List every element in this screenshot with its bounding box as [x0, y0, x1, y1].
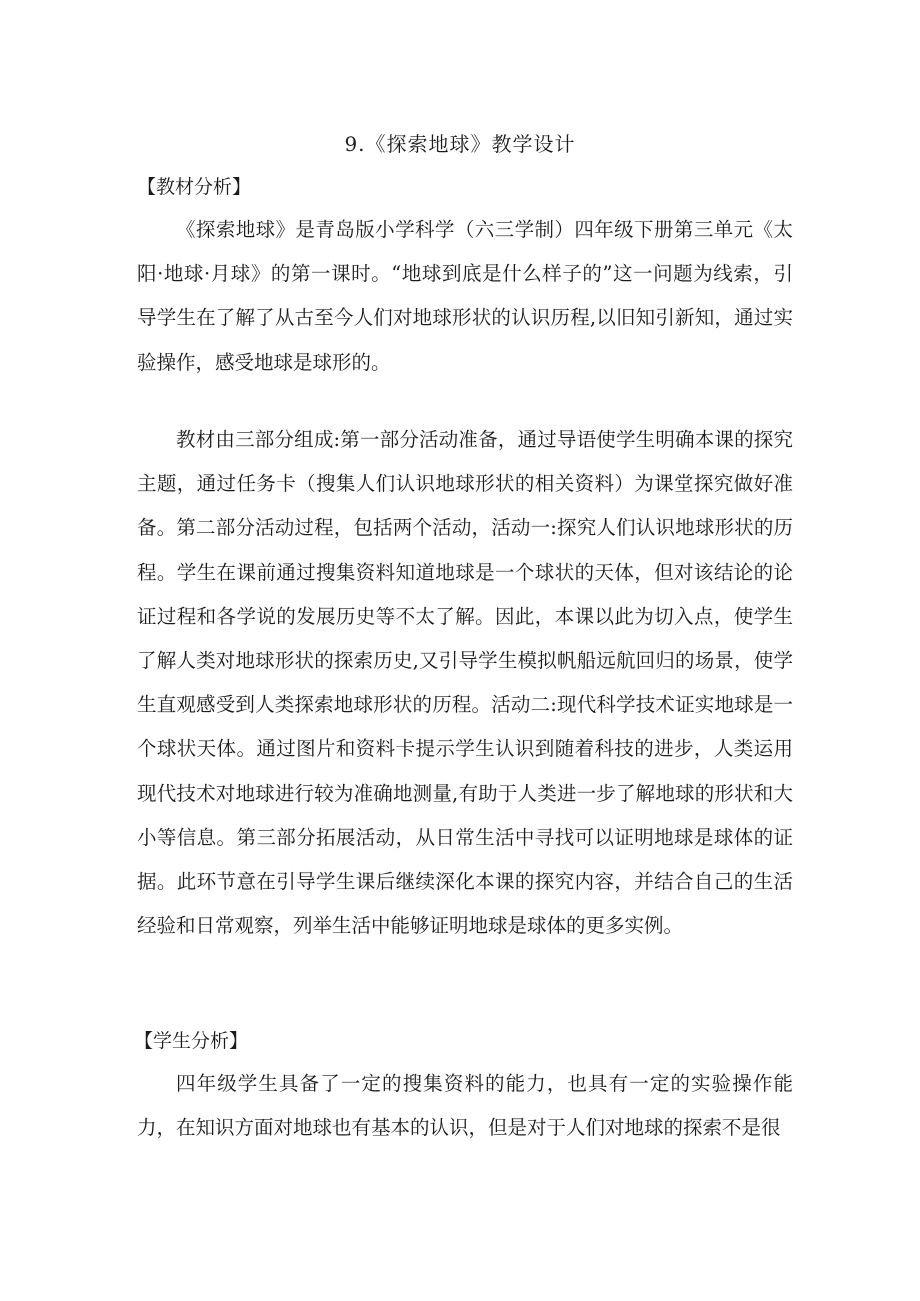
- paragraph-textbook-structure: 教材由三部分组成:第一部分活动准备，通过导语使学生明确本课的探究主题，通过任务卡（搜集人们认识地球形状的相关资料）为课堂探究做好准备。第二部分活动过程，包括两个活动，活动一:探究人们认识地球形状的历程。学生在课前通过搜集资料知道地球是一个球状的天体，但对该结论的论证过程和各学说的发展历史等不太了解。因此，本课以此为切入点，使学生了解人类对地球形状的探索历史,又引导学生模拟帆船远航回归的场景，使学生直观感受到人类探索地球形状的历程。活动二:现代科学技术证实地球是一个球状天体。通过图片和资料卡提示学生认识到随着科技的进步，人类运用现代技术对地球进行较为准确地测量,有助于人类进一步了解地球的形状和大小等信息。第三部分拓展活动，从日常生活中寻找可以证明地球是球体的证据。此环节意在引导学生课后继续深化本课的探究内容，并结合自己的生活经验和日常观察，列举生活中能够证明地球是球体的更多实例。: [137, 428, 793, 938]
- paragraph-textbook-intro: 《探索地球》是青岛版小学科学（六三学制）四年级下册第三单元《太阳·地球·月球》的第一课时。“地球到底是什么样子的”这一问题为线索，引导学生在了解了从古至今人们对地球形状的认识历程,以旧知引新知，通过实验操作，感受地球是球形的。: [137, 218, 793, 374]
- paragraph-student-analysis: 四年级学生具备了一定的搜集资料的能力，也具有一定的实验操作能力，在知识方面对地球也有基本的认识，但是对于人们对地球的探索不是很: [137, 1072, 793, 1140]
- section-heading-student-analysis: 【学生分析】: [134, 1030, 249, 1052]
- document-title: 9.《探索地球》教学设计: [344, 132, 576, 156]
- section-heading-textbook-analysis: 【教材分析】: [137, 176, 252, 198]
